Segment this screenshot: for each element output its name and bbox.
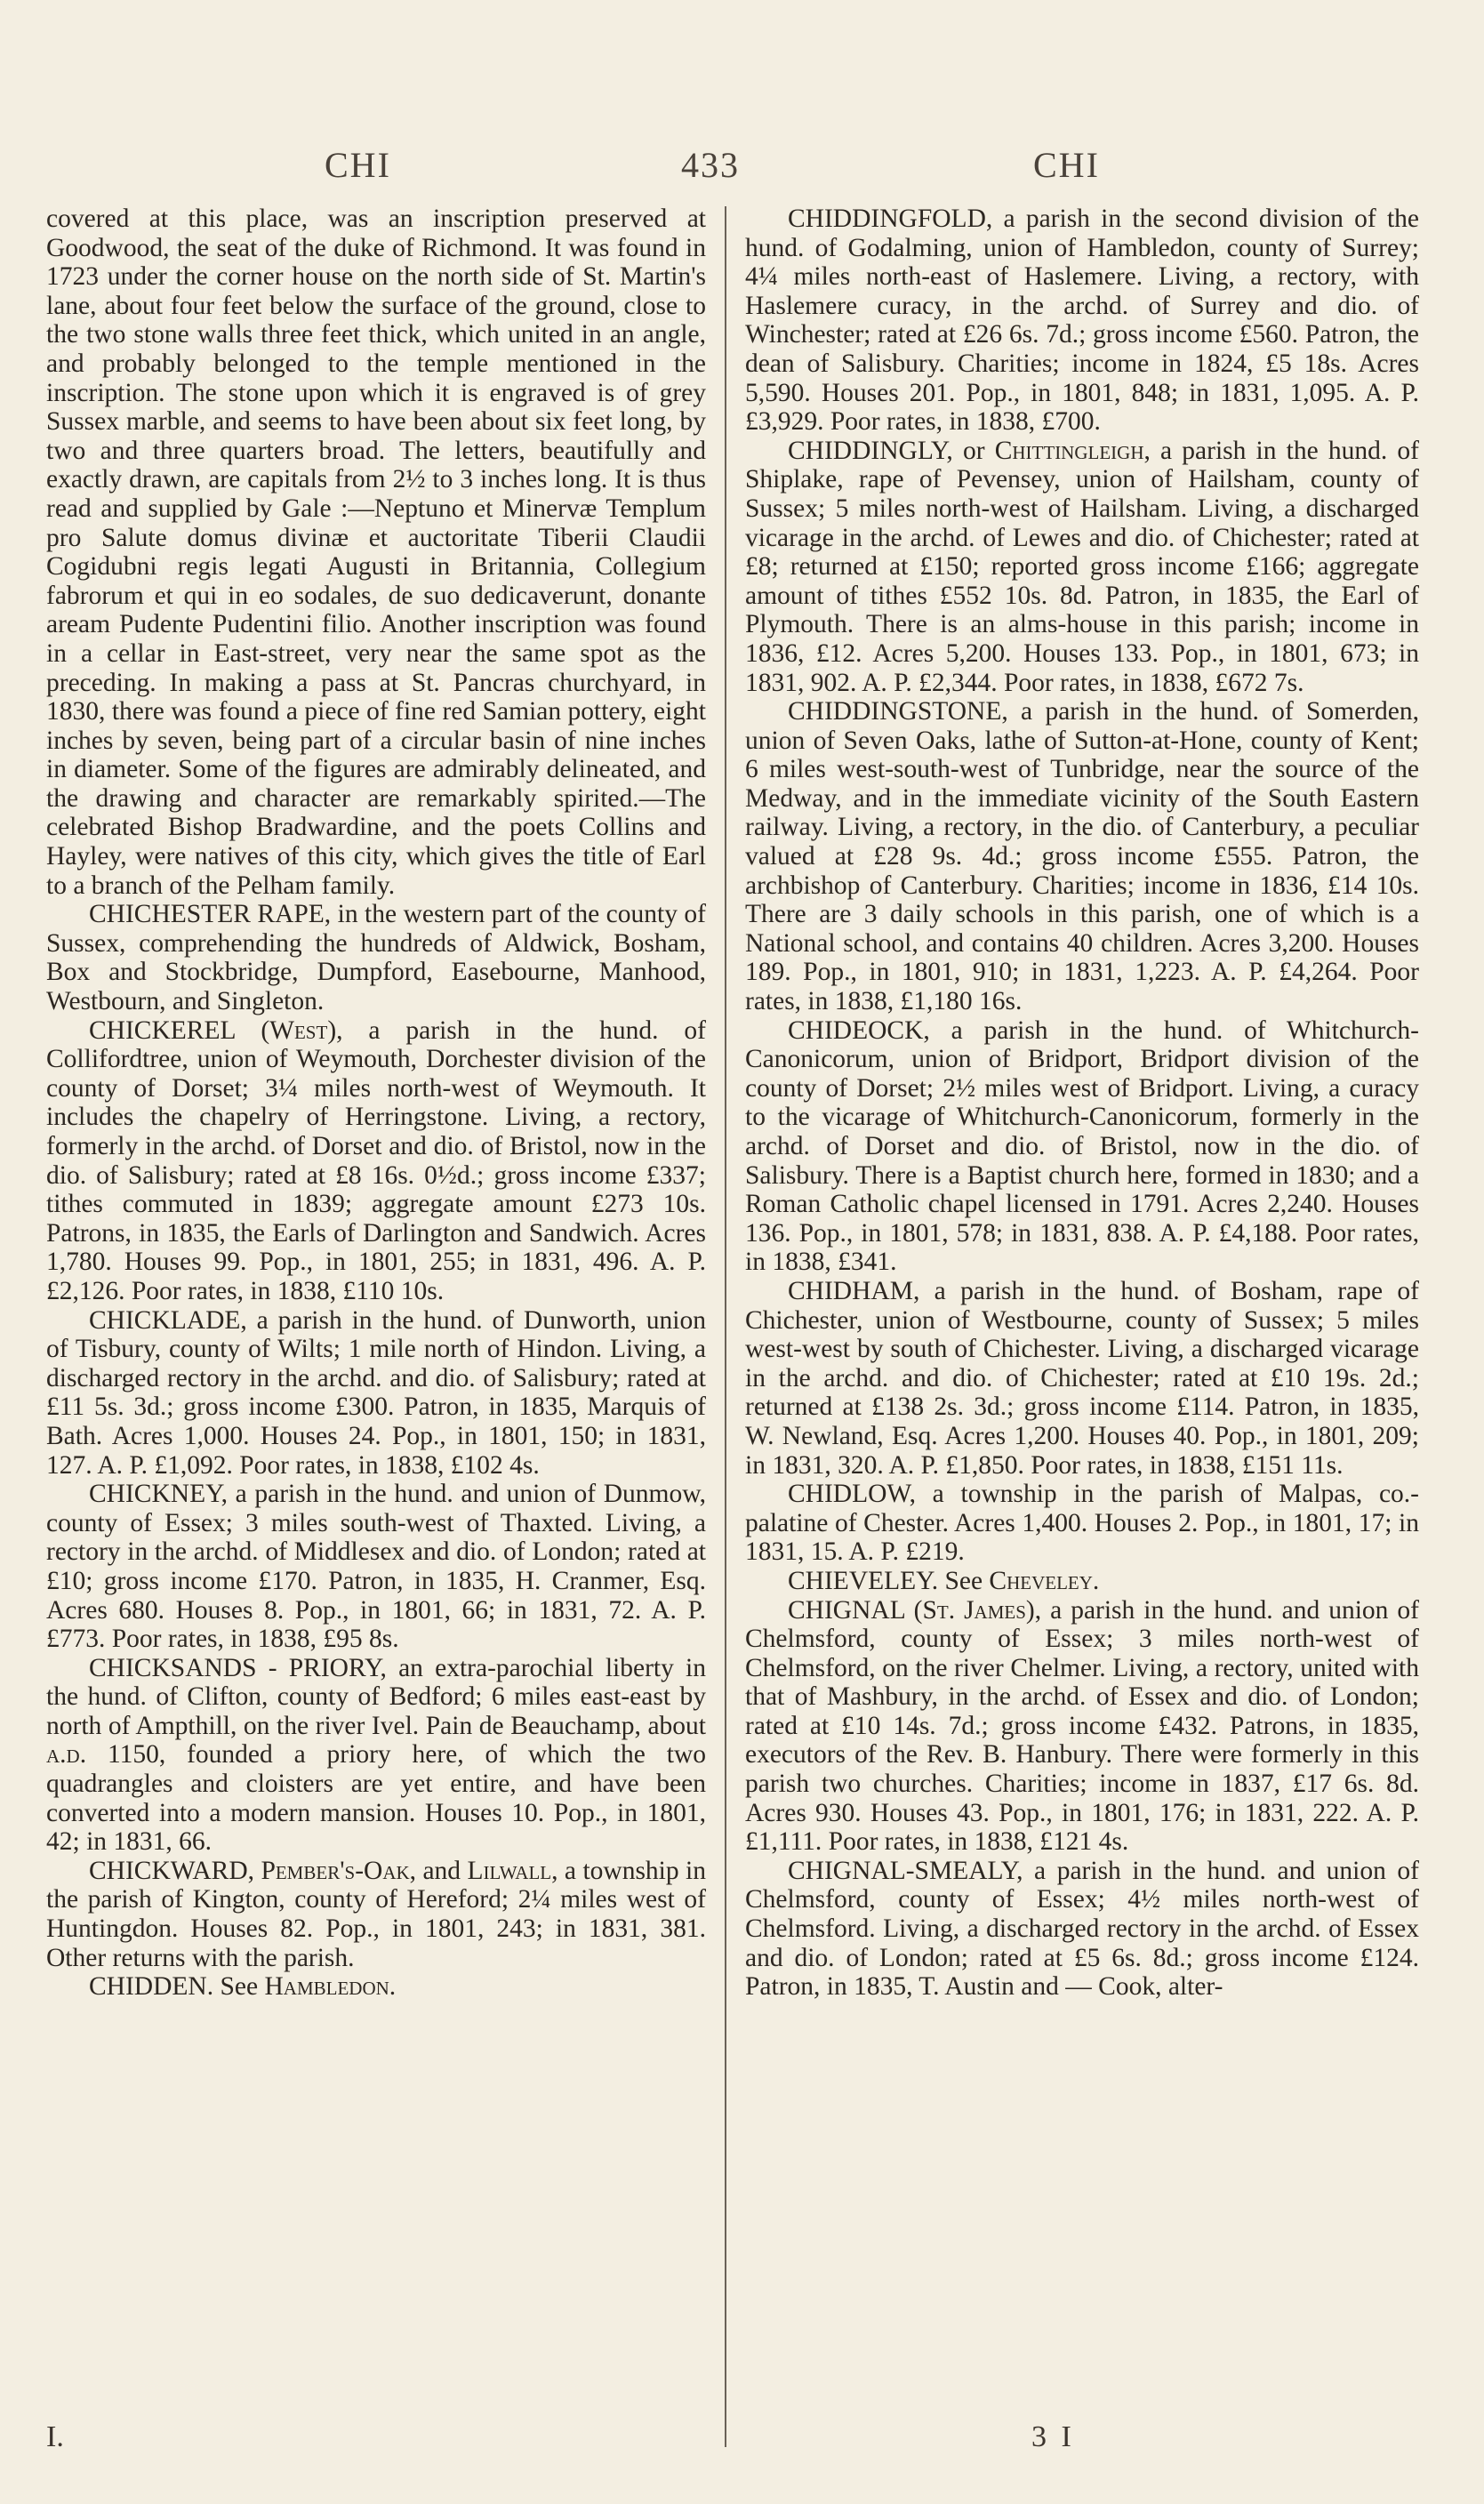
running-head-left: CHI: [325, 145, 391, 185]
entry-chignal-sc: St. James: [922, 1595, 1026, 1625]
entry-chieveley: [745, 1567, 1419, 1596]
entry-chicksands-priory: [46, 1654, 706, 1857]
entry-chiddingly: [745, 437, 1419, 697]
entry-chiddingstone: CHIDDINGSTONE, a parish in the hund. of Somerden, union of Seven Oaks, lathe of Sutton-at-Hone, county of Kent; 6 miles west-south-west of Tunbridge, near the source of the Medway, and in the immediate vicinity of the South Eastern railway. Living, a rectory, in the dio. of Canterbury, a peculiar valued at £28 9s. 4d.; gross income £555. Patron, the archbishop of Canterbury. Charities; income in 1836, £14 10s. There are 3 daily schools in this parish, one of which is a National school, and contains 40 children. Acres 3,200. Houses 189. Pop., in 1801, 910; in 1831, 1,223. A. P. £4,264. Poor rates, in 1838, £1,180 16s.: [745, 697, 1419, 1016]
page-number: 433: [681, 145, 740, 185]
entry-chicksands-sc: a.d.: [46, 1740, 87, 1770]
entry-chidden: [46, 1972, 706, 2002]
signature-mark: 3 I: [1031, 2420, 1075, 2453]
entry-chignal-st-james: [745, 1596, 1419, 1857]
entry-chidden-text: CHIDDEN. See: [89, 1972, 265, 2002]
entry-chideock: CHIDEOCK, a parish in the hund. of Whitchurch-Canonicorum, union of Bridport, Bridport division of the county of Dorset; 2½ miles west of Bridport. Living, a curacy to the vicarage of Whitchurch-Canonicorum, formerly in the archd. of Dorset and dio. of Bristol, now in the dio. of Salisbury. There is a Baptist church here, formed in 1830; and a Roman Catholic chapel licensed in 1791. Acres 2,240. Houses 136. Pop., in 1801, 578; in 1831, 838. A. P. £4,188. Poor rates, in 1838, £341.: [745, 1015, 1419, 1277]
entry-chichester-continued: covered at this place, was an inscription preserved at Goodwood, the seat of the duke of Richmond. It was found in 1723 under the corner house on the north side of St. Martin's lane, about four feet below the surface of the ground, close to the two stone walls three feet thick, which united in an angle, and probably belonged to the temple mentioned in the inscription. The stone upon which it is engraved is of grey Sussex marble, and seems to have been about six feet long, by two and three quarters broad. The letters, beautifully and exactly drawn, are capitals from 2½ to 3 inches long. It is thus read and supplied by Gale :—Neptuno et Minervæ Templum pro Salute domus divinæ et auctoritate Tiberii Claudii Cogidubni regis legati Augusti in Britannia, Collegium fabrorum et qui in eo sodales, de suo dedicaverunt, donante aream Pudente Pudentini filio. Another inscription was found in a cellar in East-street, very near the same spot as the preceding. In making a pass at St. Pancras churchyard, in 1830, there was found a piece of fine red Samian pottery, eight inches by seven, being part of a circular basin of nine inches in diameter. Some of the figures are admirably delineated, and the drawing and character are remarkably spirited.—The celebrated Bishop Bradwardine, and the poets Collins and Hayley, were natives of this city, which gives the title of Earl to a branch of the Pelham family.: [46, 205, 706, 900]
entry-chiddingfold: CHIDDINGFOLD, a parish in the second division of the hund. of Godalming, union of Hambledon, county of Surrey; 4¼ miles north-east of Haslemere. Living, a rectory, with Haslemere curacy, in the archd. of Surrey and dio. of Winchester; rated at £26 6s. 7d.; gross income £560. Patron, the dean of Salisbury. Charities; income in 1824, £5 18s. Acres 5,590. Houses 201. Pop., in 1801, 848; in 1831, 1,095. A. P. £3,929. Poor rates, in 1838, £700.: [745, 205, 1419, 437]
entry-chicksands-text-a: CHICKSANDS - PRIORY, an extra-parochial liberty in the hund. of Clifton, county of Bedford; 6 miles east-east by north of Ampthill, on the river Ivel. Pain de Beauchamp, about: [46, 1653, 706, 1740]
entry-chickward-sc1: Pember's-Oak: [261, 1856, 410, 1885]
entry-chickward-text-a: CHICKWARD,: [89, 1856, 261, 1885]
entry-chidden-xref: Hambledon.: [264, 1972, 397, 2002]
entry-chignal-smealy: CHIGNAL-SMEALY, a parish in the hund. and union of Chelmsford, county of Essex; 4½ miles north-west of Chelmsford. Living, a discharged rectory in the archd. of Essex and dio. of London; rated at £5 6s. 8d.; gross income £124. Patron, in 1835, T. Austin and — Cook, alter-: [745, 1856, 1419, 2002]
entry-chieveley-text: CHIEVELEY. See: [788, 1566, 990, 1595]
entry-chignal-text-a: CHIGNAL (: [788, 1595, 923, 1625]
entry-chidham: CHIDHAM, a parish in the hund. of Bosham, rape of Chichester, union of Westbourne, county of Sussex; 5 miles west-west by south of Chichester. Living, a discharged vicarage in the archd. and dio. of Chichester; rated at £10 19s. 2d.; returned at £138 2s. 3d.; gross income £114. Patron, in 1835, W. Newland, Esq. Acres 1,200. Houses 40. Pop., in 1801, 209; in 1831, 320. A. P. £1,850. Poor rates, in 1838, £151 11s.: [745, 1276, 1419, 1480]
entry-chieveley-xref: Cheveley.: [989, 1566, 1100, 1595]
running-head-right: CHI: [1033, 145, 1100, 185]
entry-chiddingly-text-b: , a parish in the hund. of Shiplake, rape of Pevensey, union of Hailsham, county of Sussex; 5 miles north-west of Hailsham. Living, a discharged vicarage in the archd. of Lewes and dio. of Chichester; rated at £8; returned at £150; reported gross income £166; aggregate amount of tithes £552 10s. 8d. Patron, in 1835, the Earl of Plymouth. There is an alms-house in this parish; income in 1836, £12. Acres 5,200. Houses 133. Pop., in 1801, 673; in 1831, 902. A. P. £2,344. Poor rates, in 1838, £672 7s.: [745, 436, 1419, 697]
left-column: [46, 205, 706, 2002]
right-column: [745, 205, 1419, 2002]
signature-left: I.: [46, 2420, 64, 2453]
entry-chickward-sc2: Lilwall: [467, 1856, 552, 1885]
entry-chickerel-sc: West: [269, 1015, 328, 1045]
entry-chickward: [46, 1857, 706, 1972]
entry-chickward-text-b: , a township in the parish of Kington, county of Hereford; 2¼ miles west of Huntingdon. Houses 82. Pop., in 1801, 243; in 1831, 381. Other returns with the parish.: [46, 1856, 706, 1972]
entry-chiddingly-sc: Chittingleigh: [994, 436, 1144, 465]
entry-chidlow: CHIDLOW, a township in the parish of Malpas, co.-palatine of Chester. Acres 1,400. Houses 2. Pop., in 1801, 17; in 1831, 15. A. P. £219.: [745, 1480, 1419, 1567]
entry-chickerel-head: CHICKEREL (: [89, 1015, 270, 1045]
entry-chignal-text-b: ), a parish in the hund. and union of Chelmsford, county of Essex; 3 miles north-west of Chelmsford, on the river Chelmer. Living, a rectory, united with that of Mashbury, in the archd. of Essex and dio. of London; rated at £10 14s. 7d.; gross income £432. Patrons, in 1835, executors of the Rev. B. Hanbury. There were formerly in this parish two churches. Charities; income in 1837, £17 6s. 8d. Acres 930. Houses 43. Pop., in 1801, 176; in 1831, 222. A. P. £1,111. Poor rates, in 1838, £121 4s.: [745, 1595, 1419, 1857]
entry-chichester-rape: CHICHESTER RAPE, in the western part of the county of Sussex, comprehending the hundreds of Aldwick, Bosham, Box and Stockbridge, Dumpford, Easebourne, Manhood, Westbourn, and Singleton.: [46, 900, 706, 1016]
entry-chickward-text-mid: , and: [409, 1856, 468, 1885]
entry-chiddingly-text-a: CHIDDINGLY, or: [788, 436, 995, 465]
entry-chicksands-text-b: 1150, founded a priory here, of which the two quadrangles and cloisters are yet entire, and have been converted into a modern mansion. Houses 10. Pop., in 1801, 42; in 1831, 66.: [46, 1740, 706, 1857]
entry-chickerel: [46, 1016, 706, 1306]
entry-chicklade: CHICKLADE, a parish in the hund. of Dunworth, union of Tisbury, county of Wilts; 1 mile north of Hindon. Living, a discharged rectory in the archd. and dio. of Salisbury; rated at £11 5s. 3d.; gross income £300. Patron, in 1835, Marquis of Bath. Acres 1,000. Houses 24. Pop., in 1801, 150; in 1831, 127. A. P. £1,092. Poor rates, in 1838, £102 4s.: [46, 1305, 706, 1480]
entry-chickney: CHICKNEY, a parish in the hund. and union of Dunmow, county of Essex; 3 miles south-west of Thaxted. Living, a rectory in the archd. of Middlesex and dio. of London; rated at £10; gross income £170. Patron, in 1835, H. Cranmer, Esq. Acres 680. Houses 8. Pop., in 1801, 66; in 1831, 72. A. P. £773. Poor rates, in 1838, £95 8s.: [46, 1480, 706, 1654]
column-divider: [725, 206, 726, 2447]
entry-chickerel-body: ), a parish in the hund. of Collifordtree, union of Weymouth, Dorchester division of the county of Dorset; 3¼ miles north-west of Weymouth. It includes the chapelry of Herringstone. Living, a rectory, formerly in the archd. of Dorset and dio. of Bristol, now in the dio. of Salisbury; rated at £8 16s. 0½d.; gross income £337; tithes commuted in 1839; aggregate amount £273 10s. Patrons, in 1835, the Earls of Darlington and Sandwich. Acres 1,780. Houses 99. Pop., in 1801, 255; in 1831, 496. A. P. £2,126. Poor rates, in 1838, £110 10s.: [46, 1015, 706, 1305]
